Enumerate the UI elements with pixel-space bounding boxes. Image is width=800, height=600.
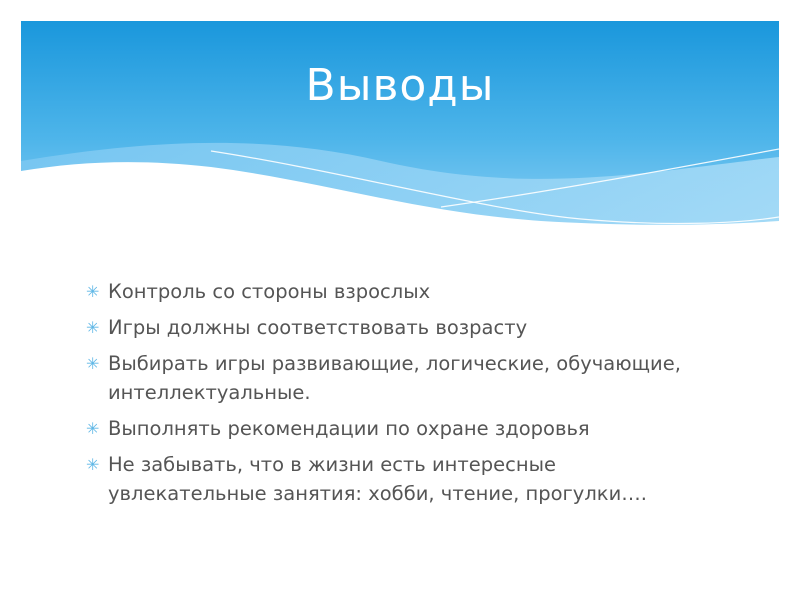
asterisk-bullet-icon: ✳ <box>86 282 100 301</box>
bullet-text: Выбирать игры развивающие, логические, обучающие, интеллектуальные. <box>108 352 681 404</box>
wave-header-background <box>21 21 779 236</box>
asterisk-bullet-icon: ✳ <box>86 419 100 438</box>
list-item <box>86 277 706 306</box>
bullet-text: Не забывать, что в жизни есть интересные увлекательные занятия: хобби, чтение, прогулки…. <box>108 453 647 505</box>
asterisk-bullet-icon: ✳ <box>86 354 100 373</box>
bullet-text: Игры должны соответствовать возрасту <box>108 316 528 339</box>
list-item <box>86 414 706 443</box>
list-item <box>86 313 706 342</box>
slide-title: Выводы <box>305 60 495 111</box>
bullet-text: Контроль со стороны взрослых <box>108 280 431 303</box>
bullet-list <box>86 277 706 515</box>
bullet-text: Выполнять рекомендации по охране здоровья <box>108 417 590 440</box>
list-item <box>86 349 706 407</box>
asterisk-bullet-icon: ✳ <box>86 455 100 474</box>
asterisk-bullet-icon: ✳ <box>86 318 100 337</box>
list-item <box>86 450 706 508</box>
